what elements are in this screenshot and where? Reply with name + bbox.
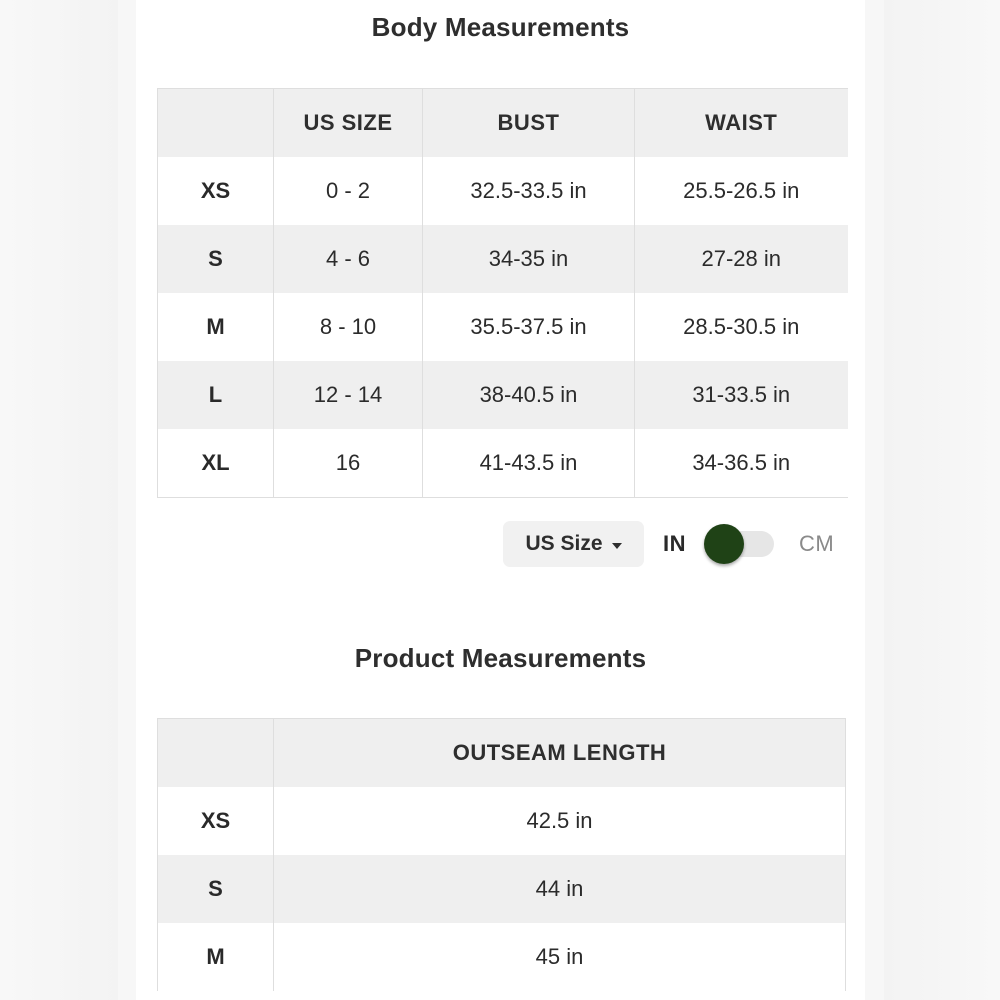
bust-cell: 38-40.5 in: [423, 361, 635, 429]
body-measurements-title: Body Measurements: [371, 12, 630, 42]
header-size: [158, 89, 274, 158]
unit-controls: [503, 521, 834, 567]
product-measurements-table: [157, 718, 846, 991]
size-chart-card: [136, 0, 865, 1000]
table-row: [158, 855, 846, 923]
size-label: XL: [158, 429, 274, 498]
size-label: M: [158, 293, 274, 361]
size-label: S: [158, 855, 274, 923]
size-system-label: US Size: [525, 532, 603, 555]
header-us-size: US SIZE: [274, 89, 423, 158]
table-header-row: [158, 719, 846, 788]
size-label: M: [158, 923, 274, 991]
bust-cell: 32.5-33.5 in: [423, 157, 635, 225]
toggle-knob[interactable]: [704, 524, 744, 564]
bust-cell: 41-43.5 in: [423, 429, 635, 498]
body-measurements-table: [157, 88, 848, 498]
unit-toggle[interactable]: [704, 524, 774, 564]
outseam-cell: 45 in: [274, 923, 846, 991]
us-size-cell: 8 - 10: [274, 293, 423, 361]
page-background-left: [0, 0, 118, 1000]
table-header-row: [158, 89, 848, 158]
outseam-cell: 44 in: [274, 855, 846, 923]
table-row: [158, 157, 848, 225]
waist-cell: 31-33.5 in: [635, 361, 848, 429]
waist-cell: 34-36.5 in: [635, 429, 848, 498]
size-label: XS: [158, 787, 274, 855]
header-outseam-length: OUTSEAM LENGTH: [274, 719, 846, 788]
caret-down-icon: [612, 543, 622, 549]
bust-cell: 35.5-37.5 in: [423, 293, 635, 361]
size-label: XS: [158, 157, 274, 225]
waist-cell: 27-28 in: [635, 225, 848, 293]
us-size-cell: 16: [274, 429, 423, 498]
unit-in-label[interactable]: IN: [663, 531, 686, 556]
size-label: L: [158, 361, 274, 429]
unit-cm-label[interactable]: CM: [799, 531, 835, 556]
header-bust: BUST: [423, 89, 635, 158]
table-row: [158, 787, 846, 855]
page-background-right: [884, 0, 1000, 1000]
header-size: [158, 719, 274, 788]
size-system-dropdown[interactable]: [503, 521, 644, 567]
size-label: S: [158, 225, 274, 293]
outseam-cell: 42.5 in: [274, 787, 846, 855]
us-size-cell: 12 - 14: [274, 361, 423, 429]
table-row: [158, 429, 848, 498]
product-measurements-title: Product Measurements: [354, 643, 647, 673]
bust-cell: 34-35 in: [423, 225, 635, 293]
waist-cell: 25.5-26.5 in: [635, 157, 848, 225]
header-waist: WAIST: [635, 89, 848, 158]
waist-cell: 28.5-30.5 in: [635, 293, 848, 361]
us-size-cell: 0 - 2: [274, 157, 423, 225]
table-row: [158, 293, 848, 361]
table-row: [158, 361, 848, 429]
table-row: [158, 923, 846, 991]
table-row: [158, 225, 848, 293]
us-size-cell: 4 - 6: [274, 225, 423, 293]
